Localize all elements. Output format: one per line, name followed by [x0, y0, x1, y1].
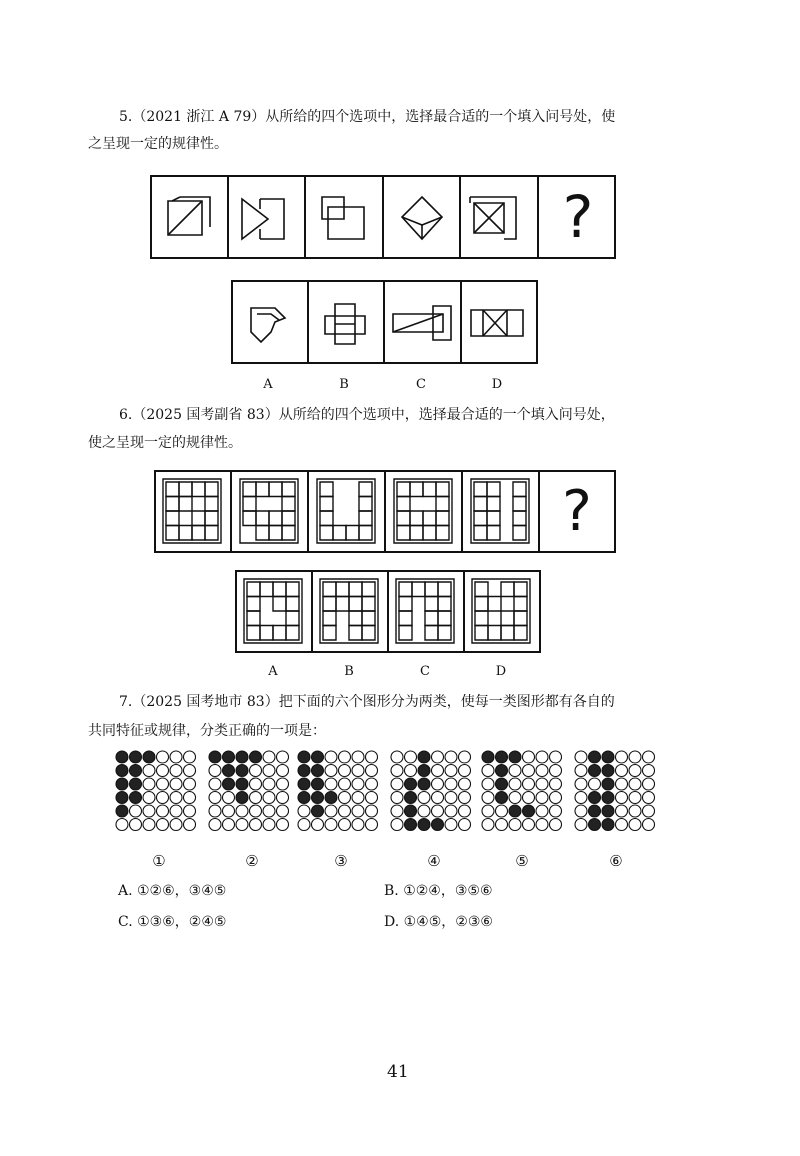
grid-figure [471, 479, 529, 543]
dot-matrix-figure [209, 751, 289, 831]
q7-label-4: ④ [427, 852, 441, 870]
q6-options-row [235, 570, 541, 653]
grid-figure [240, 479, 298, 543]
q5-option-d-label: D [491, 377, 503, 392]
dot-matrix-figure [116, 751, 196, 831]
dot-matrix-figure [391, 751, 471, 831]
grid-figure [394, 479, 452, 543]
grid-figure [317, 479, 375, 543]
q5-option-c-label: C [416, 377, 426, 392]
q7-label-2: ② [245, 852, 259, 870]
q7-label-5: ⑤ [515, 852, 529, 870]
q6-option-c-label: C [420, 664, 430, 679]
dot-matrix-figure [482, 751, 562, 831]
grid-figure [472, 579, 530, 643]
q7-answer-c: C. ①③⑥，②④⑤ [118, 914, 227, 930]
dot-matrix-figure [298, 751, 378, 831]
q6-sequence-row [154, 470, 616, 553]
q7-answer-a: A. ①②⑥，③④⑤ [118, 883, 227, 899]
grid-figure [163, 479, 221, 543]
q5-question-mark: ? [562, 183, 594, 251]
q6-question-mark: ? [562, 479, 592, 544]
grid-figure [244, 579, 302, 643]
q6-option-figures [235, 570, 541, 653]
page-number: 41 [387, 1062, 409, 1082]
q7-line2: 共同特征或规律，分类正确的一项是： [88, 723, 326, 739]
q5-option-b-label: B [339, 377, 349, 392]
q6-line1: 6.（2025 国考副省 83）从所给的四个选项中，选择最合适的一个填入问号处， [119, 407, 615, 423]
q5-option-figures [231, 280, 538, 364]
q6-option-a-label: A [268, 664, 278, 679]
q7-answer-b: B. ①②④，③⑤⑥ [384, 883, 493, 899]
q5-line2: 之呈现一定的规律性。 [88, 136, 228, 152]
q5-options-row [231, 280, 538, 364]
q7-label-6: ⑥ [609, 852, 623, 870]
q5-option-a-label: A [263, 377, 273, 392]
q6-option-b-label: B [344, 664, 354, 679]
q7-label-1: ① [152, 852, 166, 870]
grid-figure [320, 579, 378, 643]
q5-line1: 5.（2021 浙江 A 79）从所给的四个选项中，选择最合适的一个填入问号处，使 [119, 109, 616, 125]
q7-label-3: ③ [334, 852, 348, 870]
q7-dot-figures [115, 750, 675, 840]
dot-matrix-figure [575, 751, 655, 831]
grid-figure [396, 579, 454, 643]
q7-answer-d: D. ①④⑤，②③⑥ [384, 914, 493, 930]
q6-line2: 使之呈现一定的规律性。 [88, 435, 242, 451]
q6-option-d-label: D [495, 664, 507, 679]
q5-sequence-row [150, 175, 616, 259]
q7-line1: 7.（2025 国考地市 83）把下面的六个图形分为两类，使每一类图形都有各自的 [119, 694, 615, 710]
